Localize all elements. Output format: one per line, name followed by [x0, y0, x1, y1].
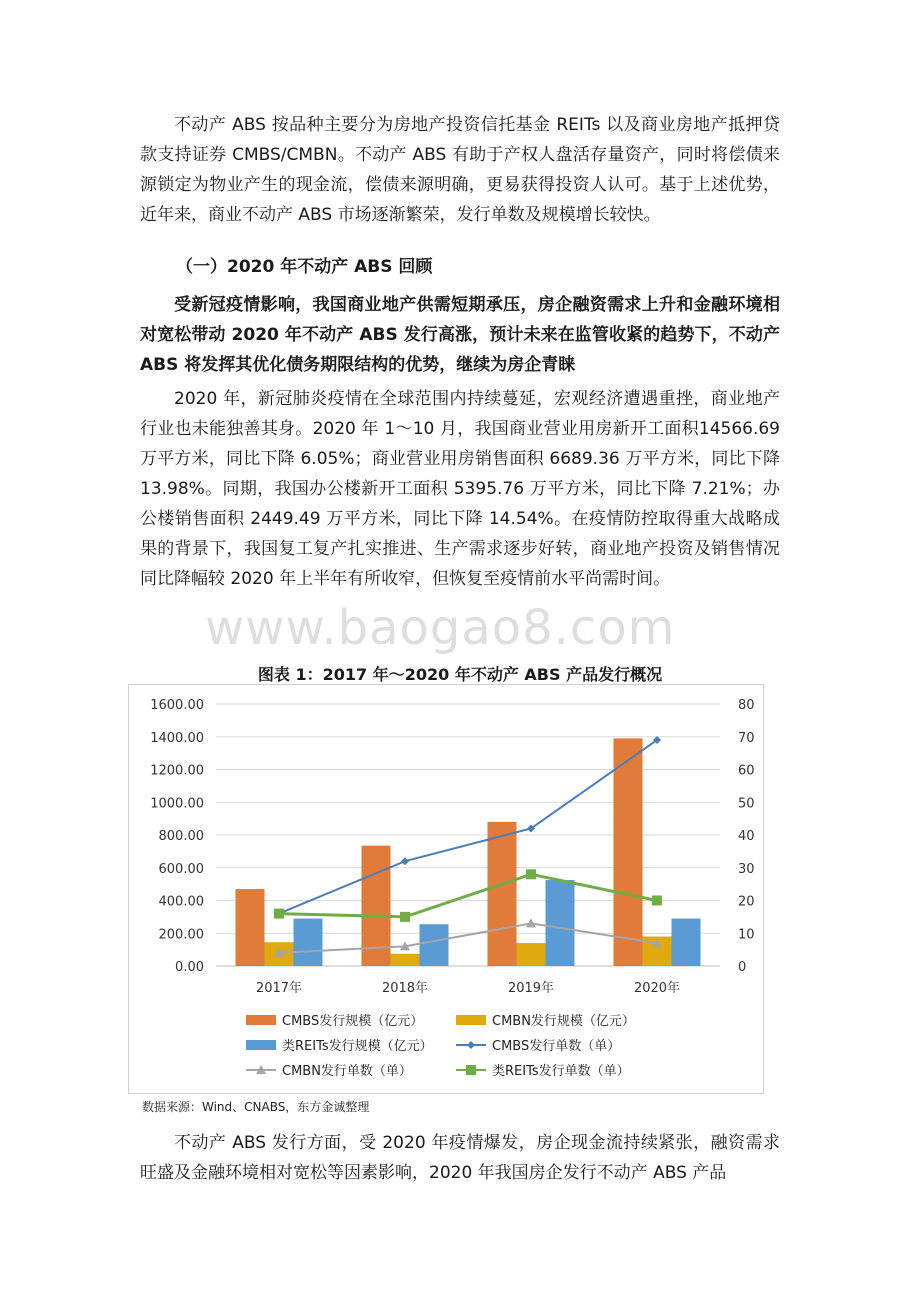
x-category-label: 2019年	[507, 981, 555, 996]
y-right-tick-label: 0	[738, 960, 747, 975]
body-paragraph-issuance: 不动产 ABS 发行方面，受 2020 年疫情爆发，房企现金流持续紧张，融资需求旺盛及金融环境相对宽松等因素影响，2020 年我国房企发行不动产 ABS 产品	[140, 1133, 780, 1183]
reits-count-line	[279, 874, 657, 917]
y-right-tick-label: 80	[738, 698, 755, 713]
legend-label: CMBS发行单数（单）	[492, 1039, 621, 1054]
cmbs-scale-bar	[488, 822, 517, 966]
issuance-chart	[128, 684, 764, 1094]
legend-swatch	[246, 1015, 276, 1025]
legend-label: CMBN发行单数（单）	[282, 1064, 412, 1079]
y-left-tick-label: 1200.00	[150, 763, 204, 779]
bold-summary: 受新冠疫情影响，我国商业地产供需短期承压，房企融资需求上升和金融环境相对宽松带动 2020 年不动产 ABS 发行高涨，预计未来在监管收紧的趋势下，不动产 ABS 将发挥其优化债务期限结构的优势，继续为房企青睐	[140, 295, 780, 375]
y-right-tick-label: 40	[738, 829, 755, 844]
legend-swatch	[456, 1015, 486, 1025]
x-category-label: 2018年	[381, 981, 429, 996]
intro-paragraph: 不动产 ABS 按品种主要分为房地产投资信托基金 REITs 以及商业房地产抵押贷款支持证券 CMBS/CMBN。不动产 ABS 有助于产权人盘活存量资产，同时将偿债来源锁定为物业产生的现金流，偿债来源明确，更易获得投资人认可。基于上述优势，近年来，商业不动产 ABS 市场逐渐繁荣，发行单数及规模增长较快。	[140, 115, 780, 225]
legend-marker	[466, 1065, 476, 1075]
reits-count-line-point	[400, 912, 410, 922]
legend-swatch	[246, 1040, 276, 1050]
reits-count-line-point	[652, 896, 662, 906]
x-category-label: 2017年	[255, 981, 303, 996]
cmbs-scale-bar	[614, 738, 643, 966]
chart-frame	[129, 685, 764, 1094]
y-right-tick-label: 70	[738, 730, 755, 746]
reits-scale-bar	[546, 880, 575, 966]
y-left-tick-label: 1000.00	[150, 796, 204, 812]
y-right-tick-label: 10	[738, 927, 755, 943]
legend-label: CMBN发行规模（亿元）	[492, 1014, 635, 1029]
body-paragraph-2020: 2020 年，新冠肺炎疫情在全球范围内持续蔓延，宏观经济遭遇重挫，商业地产行业也未能独善其身。2020 年 1～10 月，我国商业营业用房新开工面积14566.69 万平方米，同比下降 6.05%；商业营业用房销售面积 6689.36 万平方米，同比下降 13.98%。同期，我国办公楼新开工面积 5395.76 万平方米，同比下降 7.21%；办公楼销售面积 2449.49 万平方米，同比下降 14.54%。在疫情防控取得重大战略成果的背景下，我国复工复产扎实推进、生产需求逐步好转，商业地产投资及销售情况同比降幅较 2020 年上半年有所收窄，但恢复至疫情前水平尚需时间。	[140, 389, 780, 589]
y-right-tick-label: 20	[738, 894, 755, 910]
cmbn-count-line-point	[526, 918, 536, 927]
reits-count-line-point	[274, 909, 284, 919]
y-right-tick-label: 30	[738, 861, 755, 877]
data-source-note: 数据来源：Wind、CNABS，东方金诚整理	[142, 1100, 370, 1114]
reits-scale-bar	[672, 919, 701, 966]
cmbs-count-line-point	[401, 857, 409, 865]
cmbn-scale-bar	[517, 943, 546, 966]
legend-label: 类REITs发行单数（单）	[492, 1064, 630, 1079]
x-category-label: 2020年	[633, 981, 681, 996]
y-left-tick-label: 200.00	[158, 927, 204, 943]
cmbn-count-line	[279, 923, 657, 952]
y-right-tick-label: 60	[738, 763, 755, 779]
y-left-tick-label: 1400.00	[150, 730, 204, 746]
cmbs-scale-bar	[236, 889, 265, 966]
y-left-tick-label: 400.00	[158, 894, 204, 910]
legend-label: CMBS发行规模（亿元）	[282, 1014, 424, 1029]
section-heading: （一）2020 年不动产 ABS 回顾	[176, 257, 433, 277]
y-left-tick-label: 0.00	[175, 960, 204, 975]
y-left-tick-label: 800.00	[158, 829, 204, 844]
chart-title: 图表 1：2017 年～2020 年不动产 ABS 产品发行概况	[257, 665, 663, 684]
watermark: www.baogao8.com	[205, 600, 676, 656]
y-left-tick-label: 600.00	[158, 861, 204, 877]
reits-scale-bar	[294, 919, 323, 966]
legend-label: 类REITs发行规模（亿元）	[282, 1039, 433, 1054]
cmbn-scale-bar	[391, 954, 420, 966]
y-right-tick-label: 50	[738, 796, 755, 812]
legend-marker	[467, 1041, 475, 1049]
reits-scale-bar	[420, 924, 449, 966]
reits-count-line-point	[526, 869, 536, 879]
y-left-tick-label: 1600.00	[150, 698, 204, 713]
